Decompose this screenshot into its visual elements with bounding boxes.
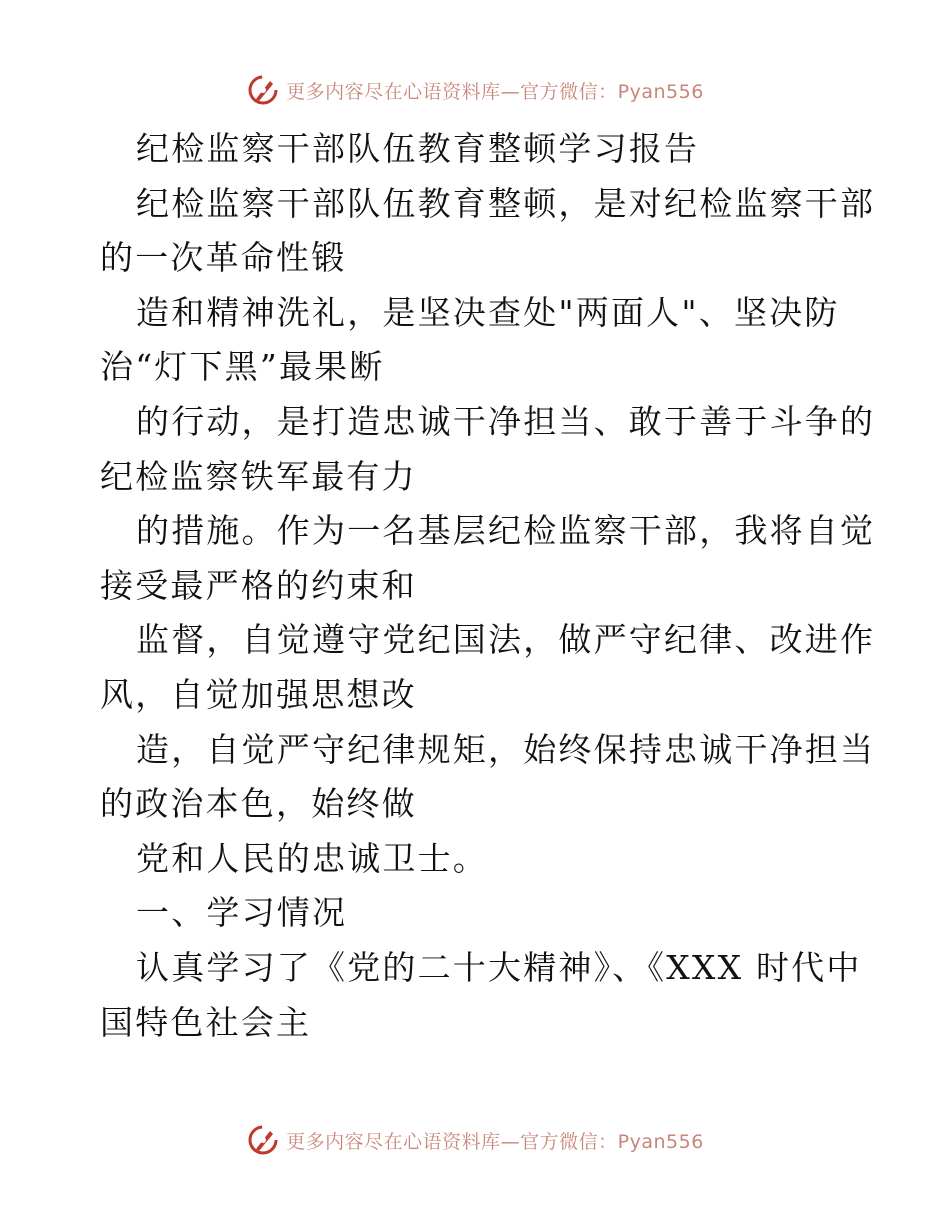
paragraph-line: 风，自觉加强思想改 bbox=[100, 674, 417, 714]
paragraph-line: 的一次革命性锻 bbox=[100, 238, 347, 278]
paragraph-line: 纪检监察干部队伍教育整顿，是对纪检监察干部 bbox=[136, 183, 876, 223]
document-title: 纪检监察干部队伍教育整顿学习报告 bbox=[136, 129, 700, 168]
section-heading: 一、学习情况 bbox=[136, 893, 348, 933]
paragraph-line: 认真学习了《党的二十大精神》、《XXX 时代中 bbox=[136, 947, 862, 987]
header-banner bbox=[0, 70, 950, 110]
paragraph-line: 造，自觉严守纪律规矩，始终保持忠诚干净担当 bbox=[136, 729, 876, 769]
paragraph-line: 造和精神洗礼，是坚决查处"两面人"、坚决防 bbox=[136, 292, 840, 332]
header-banner-text: 更多内容尽在心语资料库—官方微信：Pyan556 bbox=[286, 80, 704, 103]
paragraph-line: 纪检监察铁军最有力 bbox=[100, 456, 417, 496]
circular-pen-logo-icon bbox=[246, 73, 280, 107]
document-body bbox=[100, 122, 876, 1050]
paragraph-line: 党和人民的忠诚卫士。 bbox=[136, 838, 488, 878]
paragraph-line: 接受最严格的约束和 bbox=[100, 565, 417, 605]
footer-banner-text: 更多内容尽在心语资料库—官方微信：Pyan556 bbox=[286, 1130, 704, 1153]
paragraph-line: 的政治本色，始终做 bbox=[100, 784, 417, 824]
paragraph-line: 的措施。作为一名基层纪检监察干部，我将自觉 bbox=[136, 511, 876, 551]
paragraph-line: 监督，自觉遵守党纪国法，做严守纪律、改进作 bbox=[136, 620, 876, 660]
circular-pen-logo-icon bbox=[246, 1123, 280, 1157]
paragraph-line: 的行动，是打造忠诚干净担当、敢于善于斗争的 bbox=[136, 401, 876, 441]
paragraph-line: 国特色社会主 bbox=[100, 1002, 312, 1042]
paragraph-line: 治“灯下黑”最果断 bbox=[100, 347, 385, 387]
footer-banner bbox=[0, 1120, 950, 1160]
